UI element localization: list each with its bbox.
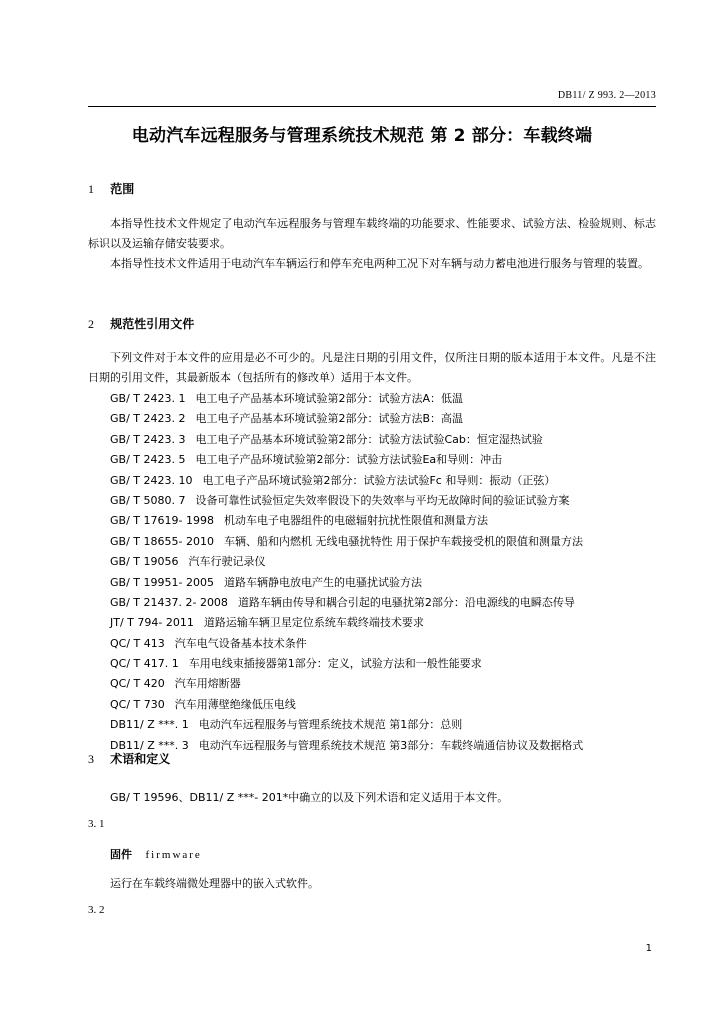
reference-item	[110, 715, 583, 735]
reference-code: GB/ T 17619- 1998	[110, 514, 214, 528]
section-1-paragraph-2: 本指导性技术文件适用于电动汽车车辆运行和停车充电两种工况下对车辆与动力蓄电池进行服务与管理的装置。	[110, 257, 649, 270]
reference-item	[110, 532, 583, 552]
reference-code: GB/ T 19951- 2005	[110, 575, 214, 589]
reference-item	[110, 674, 583, 694]
reference-title: 电工电子产品环境试验第2部分：试验方法试验Ea和导则：冲击	[195, 453, 503, 467]
reference-code: DB11/ Z ***. 1	[110, 718, 189, 732]
reference-title: 道路车辆静电放电产生的电骚扰试验方法	[223, 575, 422, 589]
reference-item	[110, 430, 583, 450]
reference-title: 机动车电子电器组件的电磁辐射抗扰性限值和测量方法	[223, 514, 488, 528]
reference-title: 电工电子产品环境试验第2部分：试验方法试验Fc 和导则：振动（正弦）	[202, 473, 556, 487]
reference-item	[110, 573, 583, 593]
reference-code: GB/ T 5080. 7	[110, 493, 186, 507]
term-3-1-english: firmware	[145, 849, 202, 861]
section-1-heading	[88, 180, 134, 197]
reference-title: 汽车用熔断器	[174, 677, 241, 691]
reference-item	[110, 491, 583, 511]
reference-title: 设备可靠性试验恒定失效率假设下的失效率与平均无故障时间的验证试验方案	[195, 493, 570, 507]
reference-code: GB/ T 2423. 10	[110, 473, 193, 487]
term-3-2-number: 3. 2	[88, 904, 105, 916]
reference-code: GB/ T 18655- 2010	[110, 534, 214, 548]
reference-code: QC/ T 413	[110, 636, 165, 650]
section-3-number: 3	[88, 752, 94, 766]
reference-item	[110, 736, 583, 756]
section-2-paragraph: 下列文件对于本文件的应用是必不可少的。凡是注日期的引用文件，仅所注日期的版本适用于本文件。凡是不注日期的引用文件，其最新版本（包括所有的修改单）适用于本文件。	[88, 351, 656, 384]
section-3-heading	[88, 750, 170, 767]
reference-title: 车辆、船和内燃机 无线电骚扰特性 用于保护车载接受机的限值和测量方法	[223, 534, 583, 548]
section-1-number: 1	[88, 182, 94, 196]
reference-item	[110, 471, 583, 491]
reference-code: GB/ T 2423. 3	[110, 432, 186, 446]
reference-code: GB/ T 2423. 2	[110, 412, 186, 426]
reference-item	[110, 634, 583, 654]
reference-code: QC/ T 420	[110, 677, 165, 691]
section-1-title: 范围	[110, 182, 135, 196]
section-3-title: 术语和定义	[110, 752, 171, 766]
term-3-1-chinese: 固件	[110, 848, 132, 861]
section-1-paragraph-1: 本指导性技术文件规定了电动汽车远程服务与管理车载终端的功能要求、性能要求、试验方法、检验规则、标志标识以及运输存储安装要求。	[88, 217, 656, 250]
reference-title: 电工电子产品基本环境试验第2部分：试验方法B：高温	[195, 412, 464, 426]
reference-item	[110, 389, 583, 409]
reference-item	[110, 511, 583, 531]
reference-title: 电工电子产品基本环境试验第2部分：试验方法A：低温	[195, 392, 464, 405]
reference-code: GB/ T 2423. 5	[110, 453, 186, 467]
reference-title: 汽车用薄壁绝缘低压电线	[174, 697, 296, 711]
standard-code: DB11/ Z 993. 2—2013	[557, 90, 656, 101]
reference-item	[110, 593, 583, 613]
reference-code: QC/ T 730	[110, 697, 165, 711]
header-rule	[88, 106, 656, 107]
document-title: 电动汽车远程服务与管理系统技术规范 第 2 部分：车载终端	[131, 126, 593, 146]
reference-code: QC/ T 417. 1	[110, 657, 179, 671]
section-2-number: 2	[88, 317, 94, 331]
term-3-1-number: 3. 1	[88, 818, 105, 830]
reference-item	[110, 613, 583, 633]
reference-item	[110, 552, 583, 572]
reference-code: JT/ T 794- 2011	[110, 616, 194, 630]
reference-item	[110, 695, 583, 715]
reference-title: 电动汽车远程服务与管理系统技术规范 第3部分：车载终端通信协议及数据格式	[198, 738, 584, 752]
page-number: 1	[645, 943, 652, 954]
reference-code: GB/ T 19056	[110, 555, 179, 569]
term-3-1	[110, 846, 202, 862]
reference-title: 汽车电气设备基本技术条件	[174, 636, 307, 650]
reference-item	[110, 654, 583, 674]
reference-title: 汽车行驶记录仪	[188, 555, 266, 569]
reference-list	[110, 389, 583, 756]
reference-code: GB/ T 2423. 1	[110, 392, 186, 405]
reference-code: DB11/ Z ***. 3	[110, 738, 189, 752]
reference-title: 电工电子产品基本环境试验第2部分：试验方法试验Cab：恒定湿热试验	[195, 432, 543, 446]
reference-title: 道路运输车辆卫星定位系统车载终端技术要求	[203, 616, 424, 630]
reference-title: 车用电线束插接器第1部分：定义，试验方法和一般性能要求	[188, 657, 482, 671]
term-3-1-definition: 运行在车载终端微处理器中的嵌入式软件。	[110, 877, 319, 890]
reference-item	[110, 409, 583, 429]
section-2-heading	[88, 315, 194, 332]
reference-title: 道路车辆由传导和耦合引起的电骚扰第2部分：沿电源线的电瞬态传导	[237, 595, 575, 609]
reference-title: 电动汽车远程服务与管理系统技术规范 第1部分：总则	[198, 718, 463, 732]
section-2-title: 规范性引用文件	[110, 317, 195, 331]
section-3-intro: GB/ T 19596、DB11/ Z ***- 201*中确立的以及下列术语和定义适用于本文件。	[110, 791, 509, 804]
reference-item	[110, 450, 583, 470]
reference-code: GB/ T 21437. 2- 2008	[110, 595, 228, 609]
